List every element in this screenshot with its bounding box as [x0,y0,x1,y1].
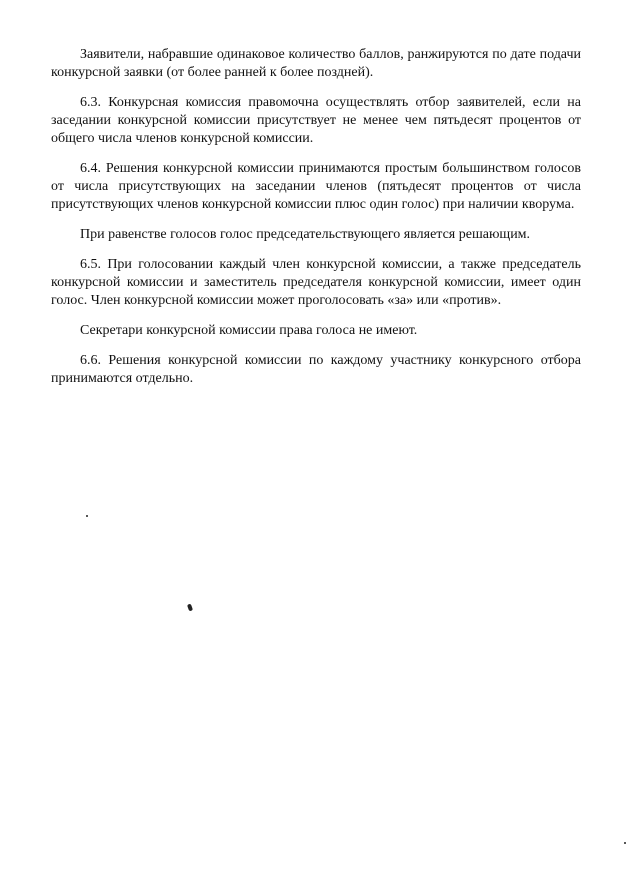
scan-speck [624,842,626,844]
paragraph-ranking: Заявители, набравшие одинаковое количество баллов, ранжируются по дате подачи конкурсной заявки (от более ранней к более поздней). [51,47,581,80]
scan-speck [187,604,193,612]
paragraph-secretaries: Секретари конкурсной комиссии права голоса не имеют. [80,323,418,338]
paragraph-tie-vote: При равенстве голосов голос председательствующего является решающим. [80,227,531,242]
paragraph-6-3: 6.3. Конкурсная комиссия правомочна осуществлять отбор заявителей, если на заседании конкурсной комиссии присутствует не менее чем пятьдесят процентов от общего числа членов конкурсной комиссии. [51,95,581,146]
paragraph-6-4: 6.4. Решения конкурсной комиссии принимаются простым большинством голосов от числа присутствующих на заседании членов (пятьдесят процентов от числа присутствующих членов конкурсной комиссии плюс один голос) при наличии кворума. [51,161,581,212]
paragraph-6-6: 6.6. Решения конкурсной комиссии по каждому участнику конкурсного отбора принимаются отдельно. [51,353,581,386]
paragraph-6-5: 6.5. При голосовании каждый член конкурсной комиссии, а также председатель конкурсной комиссии и заместитель председателя конкурсной комиссии, имеет один голос. Член конкурсной комиссии может проголосовать «за» или «против». [51,257,581,308]
document-page [51,46,581,400]
scan-speck [86,515,88,517]
